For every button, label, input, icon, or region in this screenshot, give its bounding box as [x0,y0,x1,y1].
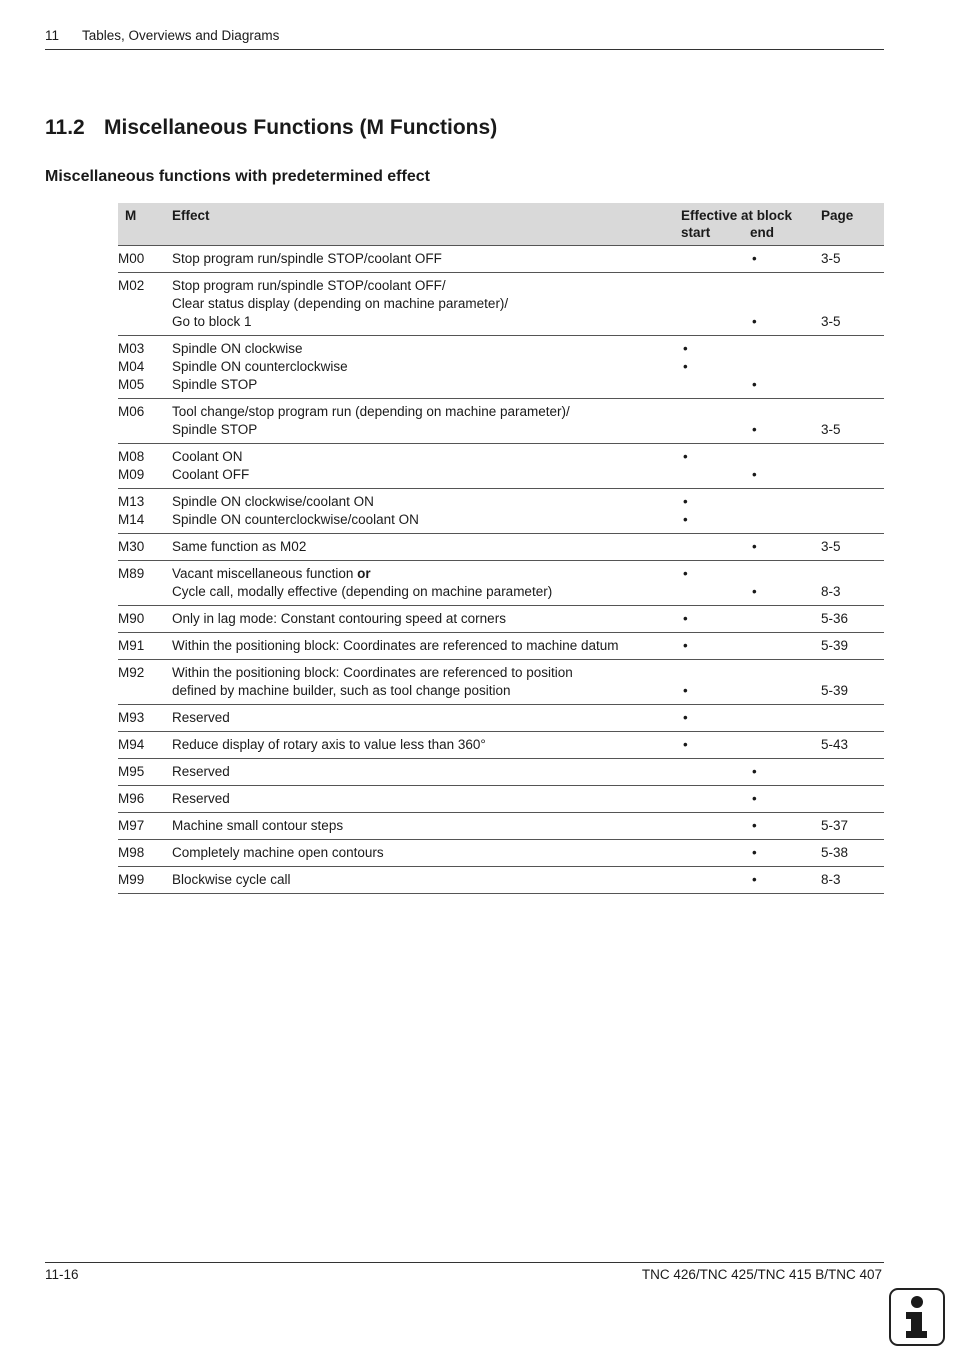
effective-cell [681,705,821,732]
effect-cell-line: Spindle ON counterclockwise/coolant ON [172,512,419,527]
effect-cell-line: Spindle ON counterclockwise [172,359,348,374]
page-ref-cell [821,840,884,867]
m-code-cell [118,561,172,606]
page-ref-cell-line [821,277,884,295]
table-row [118,606,884,633]
start-marker [681,403,750,421]
page-ref-cell-line: 3-5 [821,251,841,266]
page-ref-cell-line: 5-38 [821,845,849,860]
end-marker [750,664,819,682]
start-marker [681,871,750,889]
start-marker [681,583,750,601]
start-column [681,403,750,439]
end-marker [750,340,819,358]
effect-cell [172,606,681,633]
start-column [681,277,750,331]
page-ref-cell-line: 5-39 [821,638,849,653]
start-marker [681,376,750,394]
effect-cell [172,399,681,444]
page-ref-cell [821,246,884,273]
m-code-cell-line: M93 [118,710,145,725]
section-title-text: Miscellaneous Functions (M Functions) [104,116,498,139]
start-marker [681,790,750,808]
effect-cell [172,867,681,894]
effective-cell [681,489,821,534]
m-code-cell-line: M13 [118,494,145,509]
end-marker [750,295,819,313]
end-marker [750,610,819,628]
start-column [681,790,750,808]
m-code-cell-line: M91 [118,638,145,653]
effect-cell [172,336,681,399]
m-code-cell-line [118,421,172,439]
m-code-cell [118,660,172,705]
m-code-cell-line [118,583,172,601]
section-title [45,116,497,140]
page-ref-cell-line [821,493,884,511]
end-column [750,565,819,601]
start-marker [681,421,750,439]
effect-cell-line: Stop program run/spindle STOP/coolant OFF [172,251,442,266]
end-marker [750,403,819,421]
start-marker: • [683,710,688,725]
end-marker [750,682,819,700]
end-marker [750,736,819,754]
effective-cell [681,633,821,660]
table-row [118,534,884,561]
page-header [45,28,884,50]
effect-cell [172,534,681,561]
effective-cell [681,840,821,867]
page-ref-cell-line: 5-37 [821,818,849,833]
end-marker [750,493,819,511]
start-marker: • [683,566,688,581]
table-row [118,444,884,489]
m-code-cell-line: M02 [118,278,145,293]
effect-cell [172,813,681,840]
table-row [118,786,884,813]
effective-cell [681,732,821,759]
m-code-cell-line: M96 [118,791,145,806]
effect-cell [172,705,681,732]
end-marker [750,358,819,376]
m-code-cell-line: M06 [118,404,145,419]
page-footer [45,1262,884,1282]
end-column [750,277,819,331]
m-code-cell [118,336,172,399]
m-code-cell-line: M99 [118,872,145,887]
effect-cell-line: Clear status display (depending on machine parameter)/ [172,296,509,311]
end-column [750,844,819,862]
effect-cell [172,273,681,336]
m-code-cell [118,534,172,561]
page-ref-cell [821,534,884,561]
m-code-cell [118,705,172,732]
effect-cell-line: defined by machine builder, such as tool change position [172,683,511,698]
section-number: 11.2 [45,116,85,139]
m-code-cell [118,813,172,840]
end-marker: • [752,251,757,266]
chapter-title: Tables, Overviews and Diagrams [82,28,280,43]
page-ref-cell-line [821,295,884,313]
table-row [118,246,884,273]
page-ref-cell-line [821,565,884,583]
effect-cell-line: Coolant OFF [172,467,250,482]
m-code-cell-line: M94 [118,737,145,752]
m-code-cell [118,606,172,633]
start-marker [681,295,750,313]
end-column [750,763,819,781]
start-marker: • [683,359,688,374]
effect-cell-line [172,565,681,583]
end-marker: • [752,584,757,599]
start-column [681,817,750,835]
page-ref-cell [821,336,884,399]
end-marker [750,709,819,727]
m-code-cell [118,399,172,444]
page-ref-cell-line: 3-5 [821,314,841,329]
effect-cell-line: Cycle call, modally effective (depending on machine parameter) [172,584,553,599]
start-marker: • [683,683,688,698]
m-code-cell-line: M14 [118,512,145,527]
m-code-cell-line: M98 [118,845,145,860]
effect-cell [172,786,681,813]
end-column [750,871,819,889]
end-column [750,709,819,727]
start-column [681,565,750,601]
page-ref-cell-line [821,790,884,808]
effect-cell [172,489,681,534]
page-ref-cell-line [821,376,884,394]
info-icon [889,1288,945,1346]
table-row [118,840,884,867]
m-code-cell-line: M09 [118,467,145,482]
end-marker: • [752,818,757,833]
start-marker: • [683,494,688,509]
effect-cell-line: Spindle STOP [172,377,258,392]
effect-cell-line: Coolant ON [172,449,243,464]
table-row [118,489,884,534]
effective-cell [681,786,821,813]
header-effective [681,203,821,246]
effective-cell [681,867,821,894]
table-row [118,336,884,399]
table-row [118,705,884,732]
effect-cell [172,759,681,786]
m-code-cell [118,444,172,489]
start-column [681,538,750,556]
subsection-title: Miscellaneous functions with predetermined effect [45,168,430,185]
end-marker: • [752,872,757,887]
m-code-cell [118,633,172,660]
effect-cell-line: Only in lag mode: Constant contouring speed at corners [172,611,506,626]
page-number: 11-16 [45,1267,79,1282]
page-ref-cell-line [821,664,884,682]
m-code-cell [118,759,172,786]
effective-cell [681,399,821,444]
start-marker [681,250,750,268]
end-column [750,493,819,529]
page-ref-cell-line: 3-5 [821,539,841,554]
page-ref-cell-line: 3-5 [821,422,841,437]
effect-cell [172,246,681,273]
effect-cell [172,660,681,705]
end-marker [750,565,819,583]
start-marker [681,277,750,295]
end-marker: • [752,467,757,482]
m-code-cell-line: M97 [118,818,145,833]
start-column [681,844,750,862]
page-ref-cell-line [821,511,884,529]
page-ref-cell [821,633,884,660]
effect-cell-line: Spindle ON clockwise [172,341,303,356]
start-marker [681,664,750,682]
start-marker: • [683,449,688,464]
page-ref-cell-line [821,466,884,484]
end-column [750,340,819,394]
page-ref-cell [821,786,884,813]
effective-cell [681,444,821,489]
page-ref-cell [821,759,884,786]
effective-cell [681,759,821,786]
effect-cell-line: Go to block 1 [172,314,252,329]
header-page: Page [821,208,854,223]
table-row [118,759,884,786]
m-code-cell [118,786,172,813]
effective-cell [681,813,821,840]
m-code-cell-line: M03 [118,341,145,356]
m-code-cell-line: M30 [118,539,145,554]
page-ref-cell-line [821,763,884,781]
m-code-cell-line [118,682,172,700]
page-ref-cell [821,705,884,732]
m-code-cell [118,489,172,534]
header-m: M [125,208,137,223]
table-row [118,867,884,894]
page-ref-cell-line [821,403,884,421]
end-column [750,448,819,484]
end-marker: • [752,791,757,806]
page-ref-cell [821,489,884,534]
start-marker: • [683,512,688,527]
header-effective-label: Effective at block [681,208,793,223]
start-column [681,250,750,268]
table-header-row [118,203,884,246]
effect-or-keyword: or [357,566,371,581]
effective-cell [681,246,821,273]
page-ref-cell [821,273,884,336]
effect-cell-line: Completely machine open contours [172,845,384,860]
effect-cell [172,732,681,759]
effect-cell-line: Reserved [172,710,230,725]
start-column [681,871,750,889]
start-marker: • [683,638,688,653]
end-column [750,790,819,808]
page-ref-cell-line [821,448,884,466]
m-code-cell-line: M08 [118,449,145,464]
table-row [118,273,884,336]
end-column [750,250,819,268]
end-column [750,637,819,655]
page-ref-cell-line [821,709,884,727]
page-ref-cell-line: 5-36 [821,611,849,626]
table-row [118,813,884,840]
effective-cell [681,561,821,606]
start-marker [681,817,750,835]
end-marker [750,448,819,466]
effect-cell-line: Within the positioning block: Coordinates are referenced to machine datum [172,638,619,653]
effect-cell-line: Stop program run/spindle STOP/coolant OFF/ [172,278,446,293]
table-body [118,246,884,894]
start-column [681,736,750,754]
page-ref-cell-line: 8-3 [821,872,841,887]
info-glyph [891,1290,943,1344]
model-list: TNC 426/TNC 425/TNC 415 B/TNC 407 [641,1267,882,1282]
end-marker: • [752,422,757,437]
end-column [750,403,819,439]
page-ref-cell-line: 8-3 [821,584,841,599]
effect-cell-line: Reserved [172,791,230,806]
m-code-cell [118,246,172,273]
page-ref-cell [821,660,884,705]
effect-cell [172,633,681,660]
effect-cell-line: Same function as M02 [172,539,307,554]
start-marker: • [683,611,688,626]
start-column [681,763,750,781]
start-marker: • [683,737,688,752]
start-marker [681,844,750,862]
table-row [118,660,884,705]
effect-cell-line: Blockwise cycle call [172,872,291,887]
start-marker [681,538,750,556]
end-column [750,538,819,556]
table-row [118,399,884,444]
page-ref-cell [821,813,884,840]
table-row [118,561,884,606]
page-ref-cell-line: 5-39 [821,683,849,698]
effective-cell [681,336,821,399]
end-column [750,610,819,628]
end-marker: • [752,764,757,779]
page-ref-cell [821,732,884,759]
header-end: end [750,225,775,240]
m-code-cell-line: M05 [118,377,145,392]
effect-text: Vacant miscellaneous function [172,566,354,581]
end-marker [750,637,819,655]
page-ref-cell-line [821,358,884,376]
m-code-cell-line: M89 [118,566,145,581]
start-column [681,340,750,394]
end-marker: • [752,314,757,329]
effect-cell-line: Within the positioning block: Coordinates are referenced to position [172,665,573,680]
table-row [118,633,884,660]
effect-cell-line: Tool change/stop program run (depending on machine parameter)/ [172,404,570,419]
m-code-cell-line: M92 [118,665,145,680]
start-column [681,637,750,655]
header-effect: Effect [172,208,210,223]
table-row [118,732,884,759]
start-marker [681,763,750,781]
end-column [750,817,819,835]
m-code-cell [118,867,172,894]
start-marker [681,313,750,331]
page-ref-cell [821,399,884,444]
m-code-cell-line: M00 [118,251,145,266]
start-column [681,610,750,628]
effective-cell [681,660,821,705]
page-ref-cell-line: 5-43 [821,737,849,752]
effect-cell-line: Machine small contour steps [172,818,344,833]
end-marker: • [752,377,757,392]
page-ref-cell [821,444,884,489]
end-column [750,736,819,754]
effect-cell [172,840,681,867]
m-code-cell-line: M04 [118,359,145,374]
effective-cell [681,534,821,561]
m-code-cell-line [118,295,172,313]
page-ref-cell [821,561,884,606]
effective-cell [681,606,821,633]
end-marker [750,277,819,295]
effect-cell [172,561,681,606]
page-ref-cell [821,606,884,633]
m-code-cell-line: M95 [118,764,145,779]
chapter-number: 11 [45,28,60,43]
effect-cell-line: Spindle STOP [172,422,258,437]
m-code-cell-line: M90 [118,611,145,626]
effective-cell [681,273,821,336]
page-ref-cell-line [821,340,884,358]
header-start: start [681,225,711,240]
end-marker: • [752,845,757,860]
m-functions-table [118,203,884,894]
page-ref-cell [821,867,884,894]
start-column [681,448,750,484]
start-marker [681,466,750,484]
effect-cell-line: Reduce display of rotary axis to value less than 360° [172,737,486,752]
start-column [681,493,750,529]
m-code-cell [118,732,172,759]
effect-cell-line: Reserved [172,764,230,779]
start-column [681,709,750,727]
effect-cell [172,444,681,489]
effect-cell-line: Spindle ON clockwise/coolant ON [172,494,374,509]
end-marker: • [752,539,757,554]
m-code-cell [118,840,172,867]
end-column [750,664,819,700]
m-code-cell-line [118,313,172,331]
start-marker: • [683,341,688,356]
m-code-cell [118,273,172,336]
start-column [681,664,750,700]
end-marker [750,511,819,529]
